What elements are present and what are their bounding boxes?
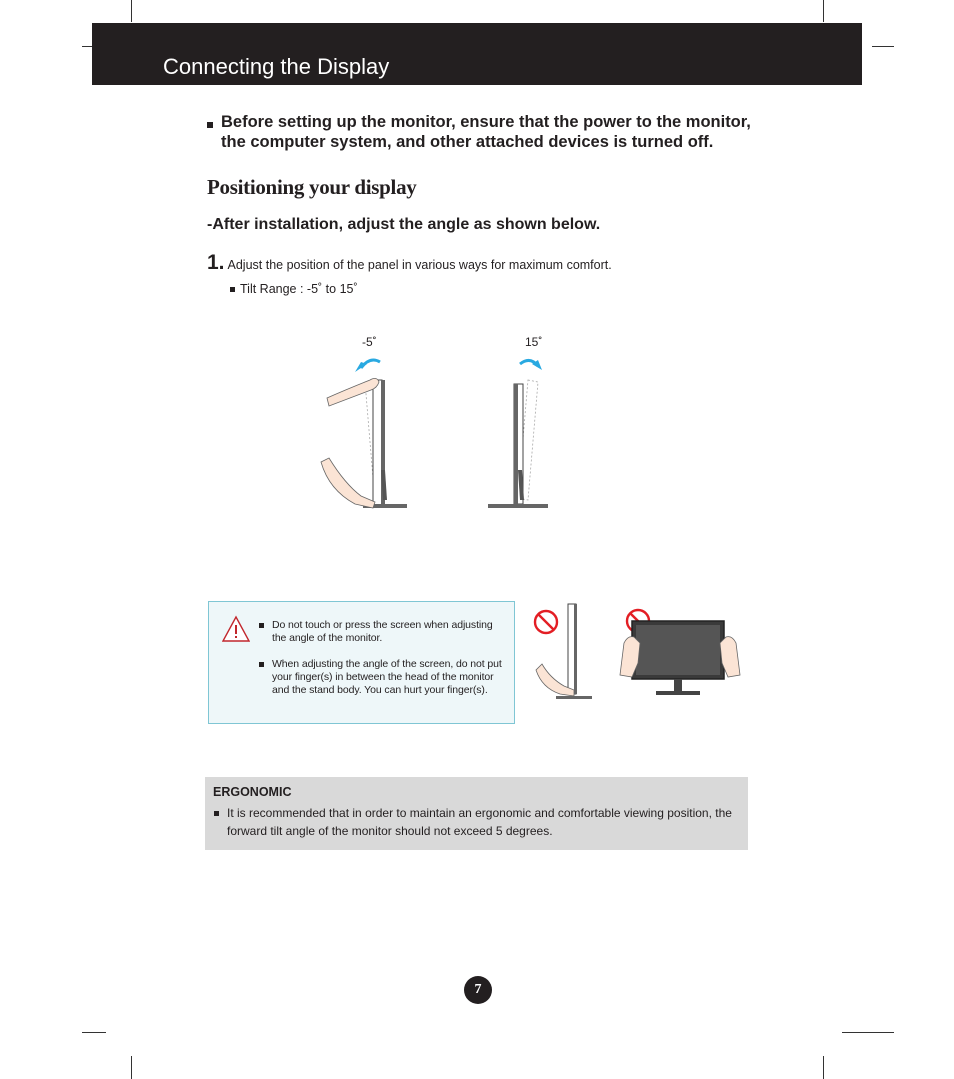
tilt-back-illustration xyxy=(315,350,415,515)
caution-item-text: When adjusting the angle of the screen, do not put your finger(s) in between the head of the monitor and the stand body. You can hurt your finger(s). xyxy=(272,658,502,696)
caution-item-text: Do not touch or press the screen when adjusting the angle of the monitor. xyxy=(272,619,493,644)
monitor-base xyxy=(656,691,700,695)
prohibited-finger-illustration xyxy=(530,600,600,705)
tilt-range xyxy=(230,281,358,297)
monitor-screen xyxy=(636,625,720,675)
page-title: Connecting the Display xyxy=(163,54,390,79)
monitor-stand xyxy=(674,679,682,691)
caution-item xyxy=(259,619,509,645)
crop-mark xyxy=(82,1032,106,1033)
monitor-base xyxy=(488,504,548,508)
caution-item xyxy=(259,658,509,697)
monitor-panel-edge xyxy=(574,604,577,694)
hand-upper xyxy=(327,378,379,406)
power-off-notice-text: Before setting up the monitor, ensure that the power to the monitor, the computer system, and other attached devices is turned off. xyxy=(221,113,751,151)
bullet-square-icon xyxy=(230,287,235,292)
crop-mark xyxy=(131,0,132,22)
ergonomic-box xyxy=(205,777,748,850)
bullet-square-icon xyxy=(259,662,264,667)
page-number: 7 xyxy=(464,976,492,1004)
crop-mark xyxy=(131,1056,132,1079)
monitor-panel-edge xyxy=(514,384,518,504)
step-text: Adjust the position of the panel in various ways for maximum comfort. xyxy=(227,258,612,272)
crop-mark xyxy=(842,1032,894,1033)
tilt-forward-label: 15˚ xyxy=(525,335,543,349)
bullet-square-icon xyxy=(214,811,219,816)
tilt-back-label: -5˚ xyxy=(362,335,377,349)
power-off-notice xyxy=(207,112,767,152)
crop-mark xyxy=(872,46,894,47)
tilt-forward-illustration xyxy=(480,350,560,515)
step-number: 1. xyxy=(207,251,225,274)
monitor-panel xyxy=(373,380,382,505)
tilt-range-text: Tilt Range : -5˚ to 15˚ xyxy=(240,282,358,296)
bullet-square-icon xyxy=(259,623,264,628)
monitor-base xyxy=(556,696,592,699)
bullet-square-icon xyxy=(207,122,213,128)
header-bar xyxy=(92,23,862,85)
warning-triangle-icon xyxy=(222,615,250,643)
prohibited-touch-illustration xyxy=(618,603,742,698)
hand-lower xyxy=(321,458,375,508)
section-subtitle: -After installation, adjust the angle as shown below. xyxy=(207,216,601,233)
section-title: Positioning your display xyxy=(207,175,417,199)
caution-box xyxy=(208,601,515,724)
ergonomic-text-body: It is recommended that in order to maintain an ergonomic and comfortable viewing position, the forward tilt angle of the monitor should not exceed 5 degrees. xyxy=(227,806,732,838)
crop-mark xyxy=(823,0,824,22)
crop-mark xyxy=(823,1056,824,1079)
tilt-back-arrowhead-icon xyxy=(355,362,367,372)
ergonomic-title: ERGONOMIC xyxy=(213,785,292,799)
ergonomic-text xyxy=(214,804,734,840)
step-1 xyxy=(207,253,612,275)
